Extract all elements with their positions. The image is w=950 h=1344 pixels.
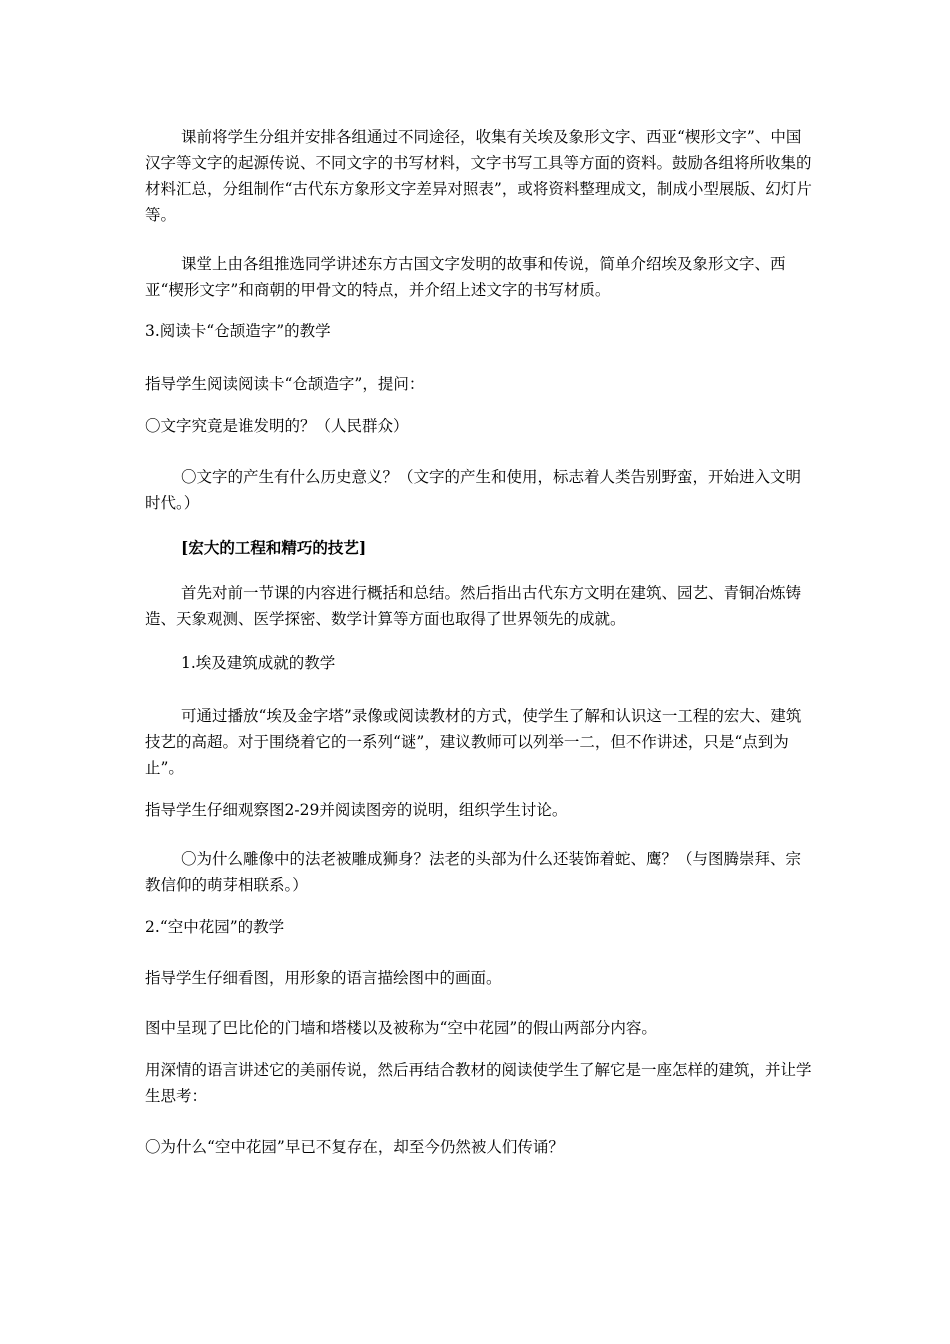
question-item: 〇为什么“空中花园”早已不复存在，却至今仍然被人们传诵？ (145, 1138, 564, 1156)
paragraph-summary: 首先对前一节课的内容进行概括和总结。然后指出古代东方文明在建筑、园艺、青铜冶炼铸造、天象观测、医学探密、数学计算等方面也取得了世界领先的成就。 (145, 584, 802, 628)
section-title-engineering: [宏大的工程和精巧的技艺] (181, 538, 367, 557)
question-item: 〇文字的产生有什么历史意义？（文字的产生和使用，标志着人类告别野蛮，开始进入文明时代。） (145, 468, 802, 512)
paragraph-classroom-presentation: 课堂上由各组推选同学讲述东方古国文字发明的故事和传说，简单介绍埃及象形文字、西亚“楔形文字”和商朝的甲骨文的特点，并介绍上述文字的书写材质。 (145, 255, 786, 299)
question-item: 〇文字究竟是谁发明的？（人民群众） (145, 417, 409, 435)
paragraph-figure-instruction: 指导学生仔细观察图2-29并阅读图旁的说明，组织学生讨论。 (145, 801, 568, 819)
section-heading-reading-card: 3.阅读卡“仓颉造字”的教学 (145, 322, 331, 340)
paragraph-reading-instruction: 指导学生阅读阅读卡“仓颉造字”，提问： (145, 375, 425, 393)
section-heading-egypt: 1.埃及建筑成就的教学 (181, 654, 336, 672)
paragraph-material-collection: 课前将学生分组并安排各组通过不同途径，收集有关埃及象形文字、西亚“楔形文字”、中国汉字等文字的起源传说、不同文字的书写材料，文字书写工具等方面的资料。鼓励各组将所收集的材料汇总，分组制作“古代东方象形文字差异对照表”，或将资料整理成文，制成小型展版、幻灯片等。 (145, 128, 812, 224)
paragraph-picture-content: 图中呈现了巴比伦的门墙和塔楼以及被称为“空中花园”的假山两部分内容。 (145, 1019, 657, 1037)
paragraph-legend-story: 用深情的语言讲述它的美丽传说，然后再结合教材的阅读使学生了解它是一座怎样的建筑，并让学生思考： (145, 1061, 812, 1105)
section-heading-hanging-garden: 2.“空中花园”的教学 (145, 918, 285, 936)
paragraph-pyramid: 可通过播放“埃及金字塔”录像或阅读教材的方式，使学生了解和认识这一工程的宏大、建筑技艺的高超。对于围绕着它的一系列“谜”，建议教师可以列举一二，但不作讲述，只是“点到为止”。 (145, 707, 802, 777)
question-item: 〇为什么雕像中的法老被雕成狮身？法老的头部为什么还装饰着蛇、鹰？（与图腾崇拜、宗教信仰的萌芽相联系。） (145, 850, 802, 894)
paragraph-describe-picture: 指导学生仔细看图，用形象的语言描绘图中的画面。 (145, 969, 502, 987)
